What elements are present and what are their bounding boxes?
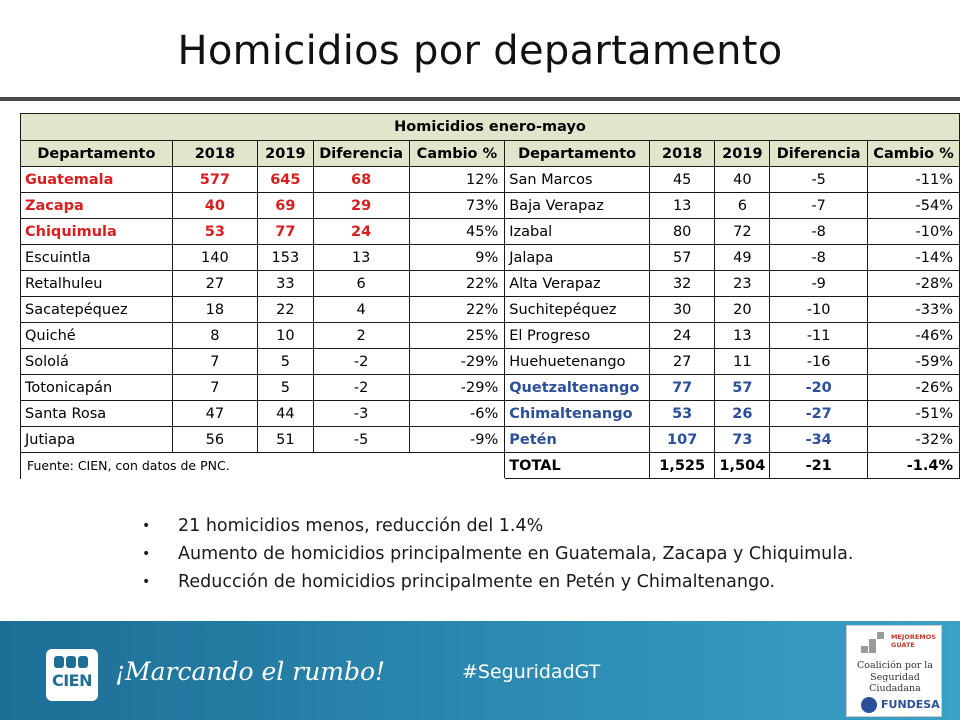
value-cell: 72 bbox=[715, 219, 770, 245]
value-cell: 57 bbox=[649, 245, 714, 271]
partner-line2: Seguridad Ciudadana bbox=[869, 672, 921, 694]
column-header: Diferencia bbox=[770, 141, 868, 167]
column-header: Departamento bbox=[505, 141, 650, 167]
value-cell: 73 bbox=[715, 427, 770, 453]
bullet-icon: • bbox=[142, 546, 151, 562]
value-cell: 24 bbox=[649, 323, 714, 349]
value-cell: 4 bbox=[313, 297, 409, 323]
value-cell: 77 bbox=[649, 375, 714, 401]
change-pct-cell: -11% bbox=[868, 167, 960, 193]
partner-top-text: MEJOREMOS GUATE bbox=[891, 633, 936, 649]
value-cell: 40 bbox=[715, 167, 770, 193]
value-cell: 10 bbox=[258, 323, 314, 349]
column-header: Diferencia bbox=[313, 141, 409, 167]
column-header: Cambio % bbox=[868, 141, 960, 167]
logo-text: CIEN bbox=[51, 671, 92, 690]
change-pct-cell: 45% bbox=[409, 219, 505, 245]
value-cell: 51 bbox=[258, 427, 314, 453]
value-cell: -7 bbox=[770, 193, 868, 219]
department-cell: San Marcos bbox=[505, 167, 650, 193]
value-cell: 80 bbox=[649, 219, 714, 245]
department-cell: Izabal bbox=[505, 219, 650, 245]
value-cell: -5 bbox=[313, 427, 409, 453]
value-cell: 6 bbox=[313, 271, 409, 297]
value-cell: 13 bbox=[649, 193, 714, 219]
change-pct-cell: -6% bbox=[409, 401, 505, 427]
source-note: Fuente: CIEN, con datos de PNC. bbox=[21, 453, 505, 479]
value-cell: 13 bbox=[313, 245, 409, 271]
value-cell: 40 bbox=[172, 193, 257, 219]
column-header: 2019 bbox=[715, 141, 770, 167]
value-cell: 5 bbox=[258, 349, 314, 375]
cien-logo bbox=[46, 649, 98, 701]
department-cell: Suchitepéquez bbox=[505, 297, 650, 323]
total-label: TOTAL bbox=[505, 453, 650, 479]
value-cell: 53 bbox=[172, 219, 257, 245]
summary-bullets bbox=[142, 512, 853, 596]
partner-logo-card bbox=[846, 625, 942, 717]
department-cell: Petén bbox=[505, 427, 650, 453]
bullet-item: • 21 homicidios menos, reducción del 1.4% bbox=[142, 512, 853, 540]
fundesa-circle-icon bbox=[861, 697, 877, 713]
change-pct-cell: 9% bbox=[409, 245, 505, 271]
table-row bbox=[21, 323, 960, 349]
value-cell: 29 bbox=[313, 193, 409, 219]
department-cell: Escuintla bbox=[21, 245, 173, 271]
value-cell: 44 bbox=[258, 401, 314, 427]
value-cell: 577 bbox=[172, 167, 257, 193]
value-cell: 645 bbox=[258, 167, 314, 193]
fundesa-logo bbox=[851, 696, 941, 714]
table-row bbox=[21, 193, 960, 219]
department-cell: Baja Verapaz bbox=[505, 193, 650, 219]
total-row bbox=[21, 453, 960, 479]
column-header: 2018 bbox=[649, 141, 714, 167]
column-header: Departamento bbox=[21, 141, 173, 167]
value-cell: 47 bbox=[172, 401, 257, 427]
title-divider bbox=[0, 97, 960, 101]
value-cell: 69 bbox=[258, 193, 314, 219]
value-cell: -8 bbox=[770, 219, 868, 245]
footer-hashtag: #SeguridadGT bbox=[462, 661, 601, 683]
value-cell: 30 bbox=[649, 297, 714, 323]
change-pct-cell: -26% bbox=[868, 375, 960, 401]
department-cell: Totonicapán bbox=[21, 375, 173, 401]
department-cell: Quetzaltenango bbox=[505, 375, 650, 401]
partner-line1: Coalición por la bbox=[856, 660, 933, 671]
change-pct-cell: -46% bbox=[868, 323, 960, 349]
bullet-icon: • bbox=[142, 574, 151, 590]
value-cell: -2 bbox=[313, 349, 409, 375]
slide-title: Homicidios por departamento bbox=[177, 28, 783, 74]
change-pct-cell: -29% bbox=[409, 375, 505, 401]
change-pct-cell: 12% bbox=[409, 167, 505, 193]
column-header: 2018 bbox=[172, 141, 257, 167]
department-cell: Chiquimula bbox=[21, 219, 173, 245]
value-cell: 11 bbox=[715, 349, 770, 375]
department-cell: Guatemala bbox=[21, 167, 173, 193]
column-header: Cambio % bbox=[409, 141, 505, 167]
value-cell: -2 bbox=[313, 375, 409, 401]
value-cell: 18 bbox=[172, 297, 257, 323]
table-row bbox=[21, 427, 960, 453]
department-cell: El Progreso bbox=[505, 323, 650, 349]
change-pct-cell: -28% bbox=[868, 271, 960, 297]
value-cell: 68 bbox=[313, 167, 409, 193]
department-cell: Alta Verapaz bbox=[505, 271, 650, 297]
value-cell: 22 bbox=[258, 297, 314, 323]
value-cell: 27 bbox=[172, 271, 257, 297]
value-cell: 6 bbox=[715, 193, 770, 219]
table-row bbox=[21, 167, 960, 193]
change-pct-cell: 22% bbox=[409, 271, 505, 297]
value-cell: 49 bbox=[715, 245, 770, 271]
table-row bbox=[21, 349, 960, 375]
change-pct-cell: -14% bbox=[868, 245, 960, 271]
department-cell: Huehuetenango bbox=[505, 349, 650, 375]
change-pct-cell: -29% bbox=[409, 349, 505, 375]
bullet-item: • Aumento de homicidios principalmente en Guatemala, Zacapa y Chiquimula. bbox=[142, 540, 853, 568]
change-pct-cell: -10% bbox=[868, 219, 960, 245]
change-pct-cell: -33% bbox=[868, 297, 960, 323]
value-cell: 57 bbox=[715, 375, 770, 401]
department-cell: Sacatepéquez bbox=[21, 297, 173, 323]
department-cell: Jutiapa bbox=[21, 427, 173, 453]
value-cell: -16 bbox=[770, 349, 868, 375]
value-cell: 53 bbox=[649, 401, 714, 427]
value-cell: 32 bbox=[649, 271, 714, 297]
value-cell: -11 bbox=[770, 323, 868, 349]
value-cell: 56 bbox=[172, 427, 257, 453]
value-cell: -5 bbox=[770, 167, 868, 193]
value-cell: 153 bbox=[258, 245, 314, 271]
value-cell: 7 bbox=[172, 349, 257, 375]
value-cell: -10 bbox=[770, 297, 868, 323]
change-pct-cell: -32% bbox=[868, 427, 960, 453]
department-cell: Zacapa bbox=[21, 193, 173, 219]
value-cell: 13 bbox=[715, 323, 770, 349]
value-cell: 2 bbox=[313, 323, 409, 349]
footer-tagline: ¡Marcando el rumbo! bbox=[115, 657, 386, 686]
logo-dots-icon bbox=[54, 656, 90, 670]
bullet-icon: • bbox=[142, 518, 151, 534]
table-row bbox=[21, 245, 960, 271]
column-header-row bbox=[21, 141, 960, 167]
value-cell: 8 bbox=[172, 323, 257, 349]
value-cell: -27 bbox=[770, 401, 868, 427]
value-cell: 5 bbox=[258, 375, 314, 401]
value-cell: 24 bbox=[313, 219, 409, 245]
department-cell: Jalapa bbox=[505, 245, 650, 271]
total-pct: -1.4% bbox=[868, 453, 960, 479]
change-pct-cell: 25% bbox=[409, 323, 505, 349]
change-pct-cell: -51% bbox=[868, 401, 960, 427]
department-cell: Quiché bbox=[21, 323, 173, 349]
partner-mark-icon bbox=[861, 632, 891, 654]
table-row bbox=[21, 375, 960, 401]
department-cell: Chimaltenango bbox=[505, 401, 650, 427]
change-pct-cell: 22% bbox=[409, 297, 505, 323]
value-cell: -9 bbox=[770, 271, 868, 297]
table-row bbox=[21, 271, 960, 297]
homicides-table bbox=[20, 113, 960, 479]
department-cell: Santa Rosa bbox=[21, 401, 173, 427]
column-header: 2019 bbox=[258, 141, 314, 167]
value-cell: -8 bbox=[770, 245, 868, 271]
footer-banner bbox=[0, 621, 960, 720]
value-cell: -20 bbox=[770, 375, 868, 401]
change-pct-cell: 73% bbox=[409, 193, 505, 219]
change-pct-cell: -9% bbox=[409, 427, 505, 453]
value-cell: 20 bbox=[715, 297, 770, 323]
value-cell: 26 bbox=[715, 401, 770, 427]
value-cell: 140 bbox=[172, 245, 257, 271]
department-cell: Sololá bbox=[21, 349, 173, 375]
value-cell: -3 bbox=[313, 401, 409, 427]
total-value: 1,504 bbox=[715, 453, 770, 479]
value-cell: 23 bbox=[715, 271, 770, 297]
value-cell: 7 bbox=[172, 375, 257, 401]
total-value: -21 bbox=[770, 453, 868, 479]
value-cell: -34 bbox=[770, 427, 868, 453]
bullet-item: • Reducción de homicidios principalmente en Petén y Chimaltenango. bbox=[142, 568, 853, 596]
table-row bbox=[21, 401, 960, 427]
department-cell: Retalhuleu bbox=[21, 271, 173, 297]
value-cell: 45 bbox=[649, 167, 714, 193]
total-value: 1,525 bbox=[649, 453, 714, 479]
table-row bbox=[21, 219, 960, 245]
table-caption: Homicidios enero-mayo bbox=[21, 114, 960, 141]
change-pct-cell: -54% bbox=[868, 193, 960, 219]
value-cell: 27 bbox=[649, 349, 714, 375]
value-cell: 107 bbox=[649, 427, 714, 453]
table-row bbox=[21, 297, 960, 323]
fundesa-text: FUNDESA bbox=[881, 698, 940, 711]
value-cell: 33 bbox=[258, 271, 314, 297]
value-cell: 77 bbox=[258, 219, 314, 245]
change-pct-cell: -59% bbox=[868, 349, 960, 375]
